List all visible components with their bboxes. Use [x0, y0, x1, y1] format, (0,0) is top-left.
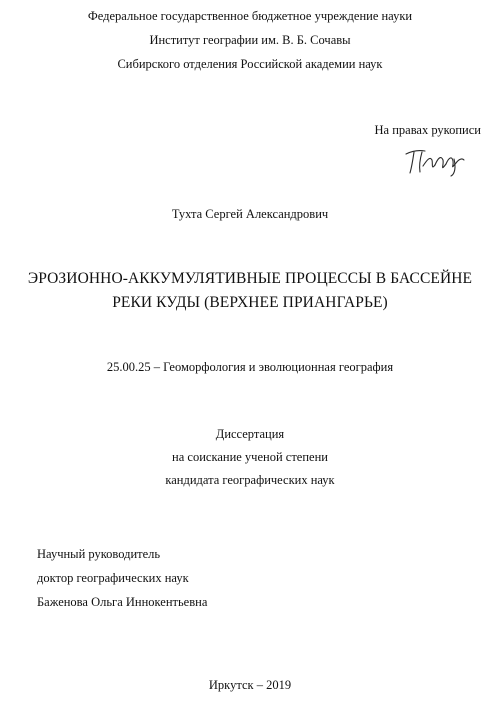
specialty-code: 25.00.25 – Геоморфология и эволюционная география: [106, 360, 394, 374]
signature-image: [402, 142, 468, 178]
supervisor-degree: доктор географических наук: [37, 571, 189, 585]
degree-line-2: кандидата географических наук: [165, 473, 335, 487]
dissertation-title-line-1: ЭРОЗИОННО-АККУМУЛЯТИВНЫЕ ПРОЦЕССЫ В БАССЕЙНЕ: [27, 270, 473, 287]
author-name: Тухта Сергей Александрович: [171, 207, 329, 221]
supervisor-name: Баженова Ольга Иннокентьевна: [37, 595, 208, 609]
document-type: Диссертация: [215, 427, 285, 441]
manuscript-note: На правах рукописи: [374, 123, 481, 137]
institution-line-1: Федеральное государственное бюджетное учреждение науки: [87, 9, 413, 23]
institution-line-2: Институт географии им. В. Б. Сочавы: [149, 33, 351, 47]
place-and-year: Иркутск – 2019: [208, 678, 292, 692]
supervisor-role: Научный руководитель: [37, 547, 161, 561]
dissertation-title-line-2: РЕКИ КУДЫ (ВЕРХНЕЕ ПРИАНГАРЬЕ): [112, 294, 388, 311]
institution-line-3: Сибирского отделения Российской академии наук: [117, 57, 383, 71]
degree-line-1: на соискание ученой степени: [172, 450, 328, 464]
